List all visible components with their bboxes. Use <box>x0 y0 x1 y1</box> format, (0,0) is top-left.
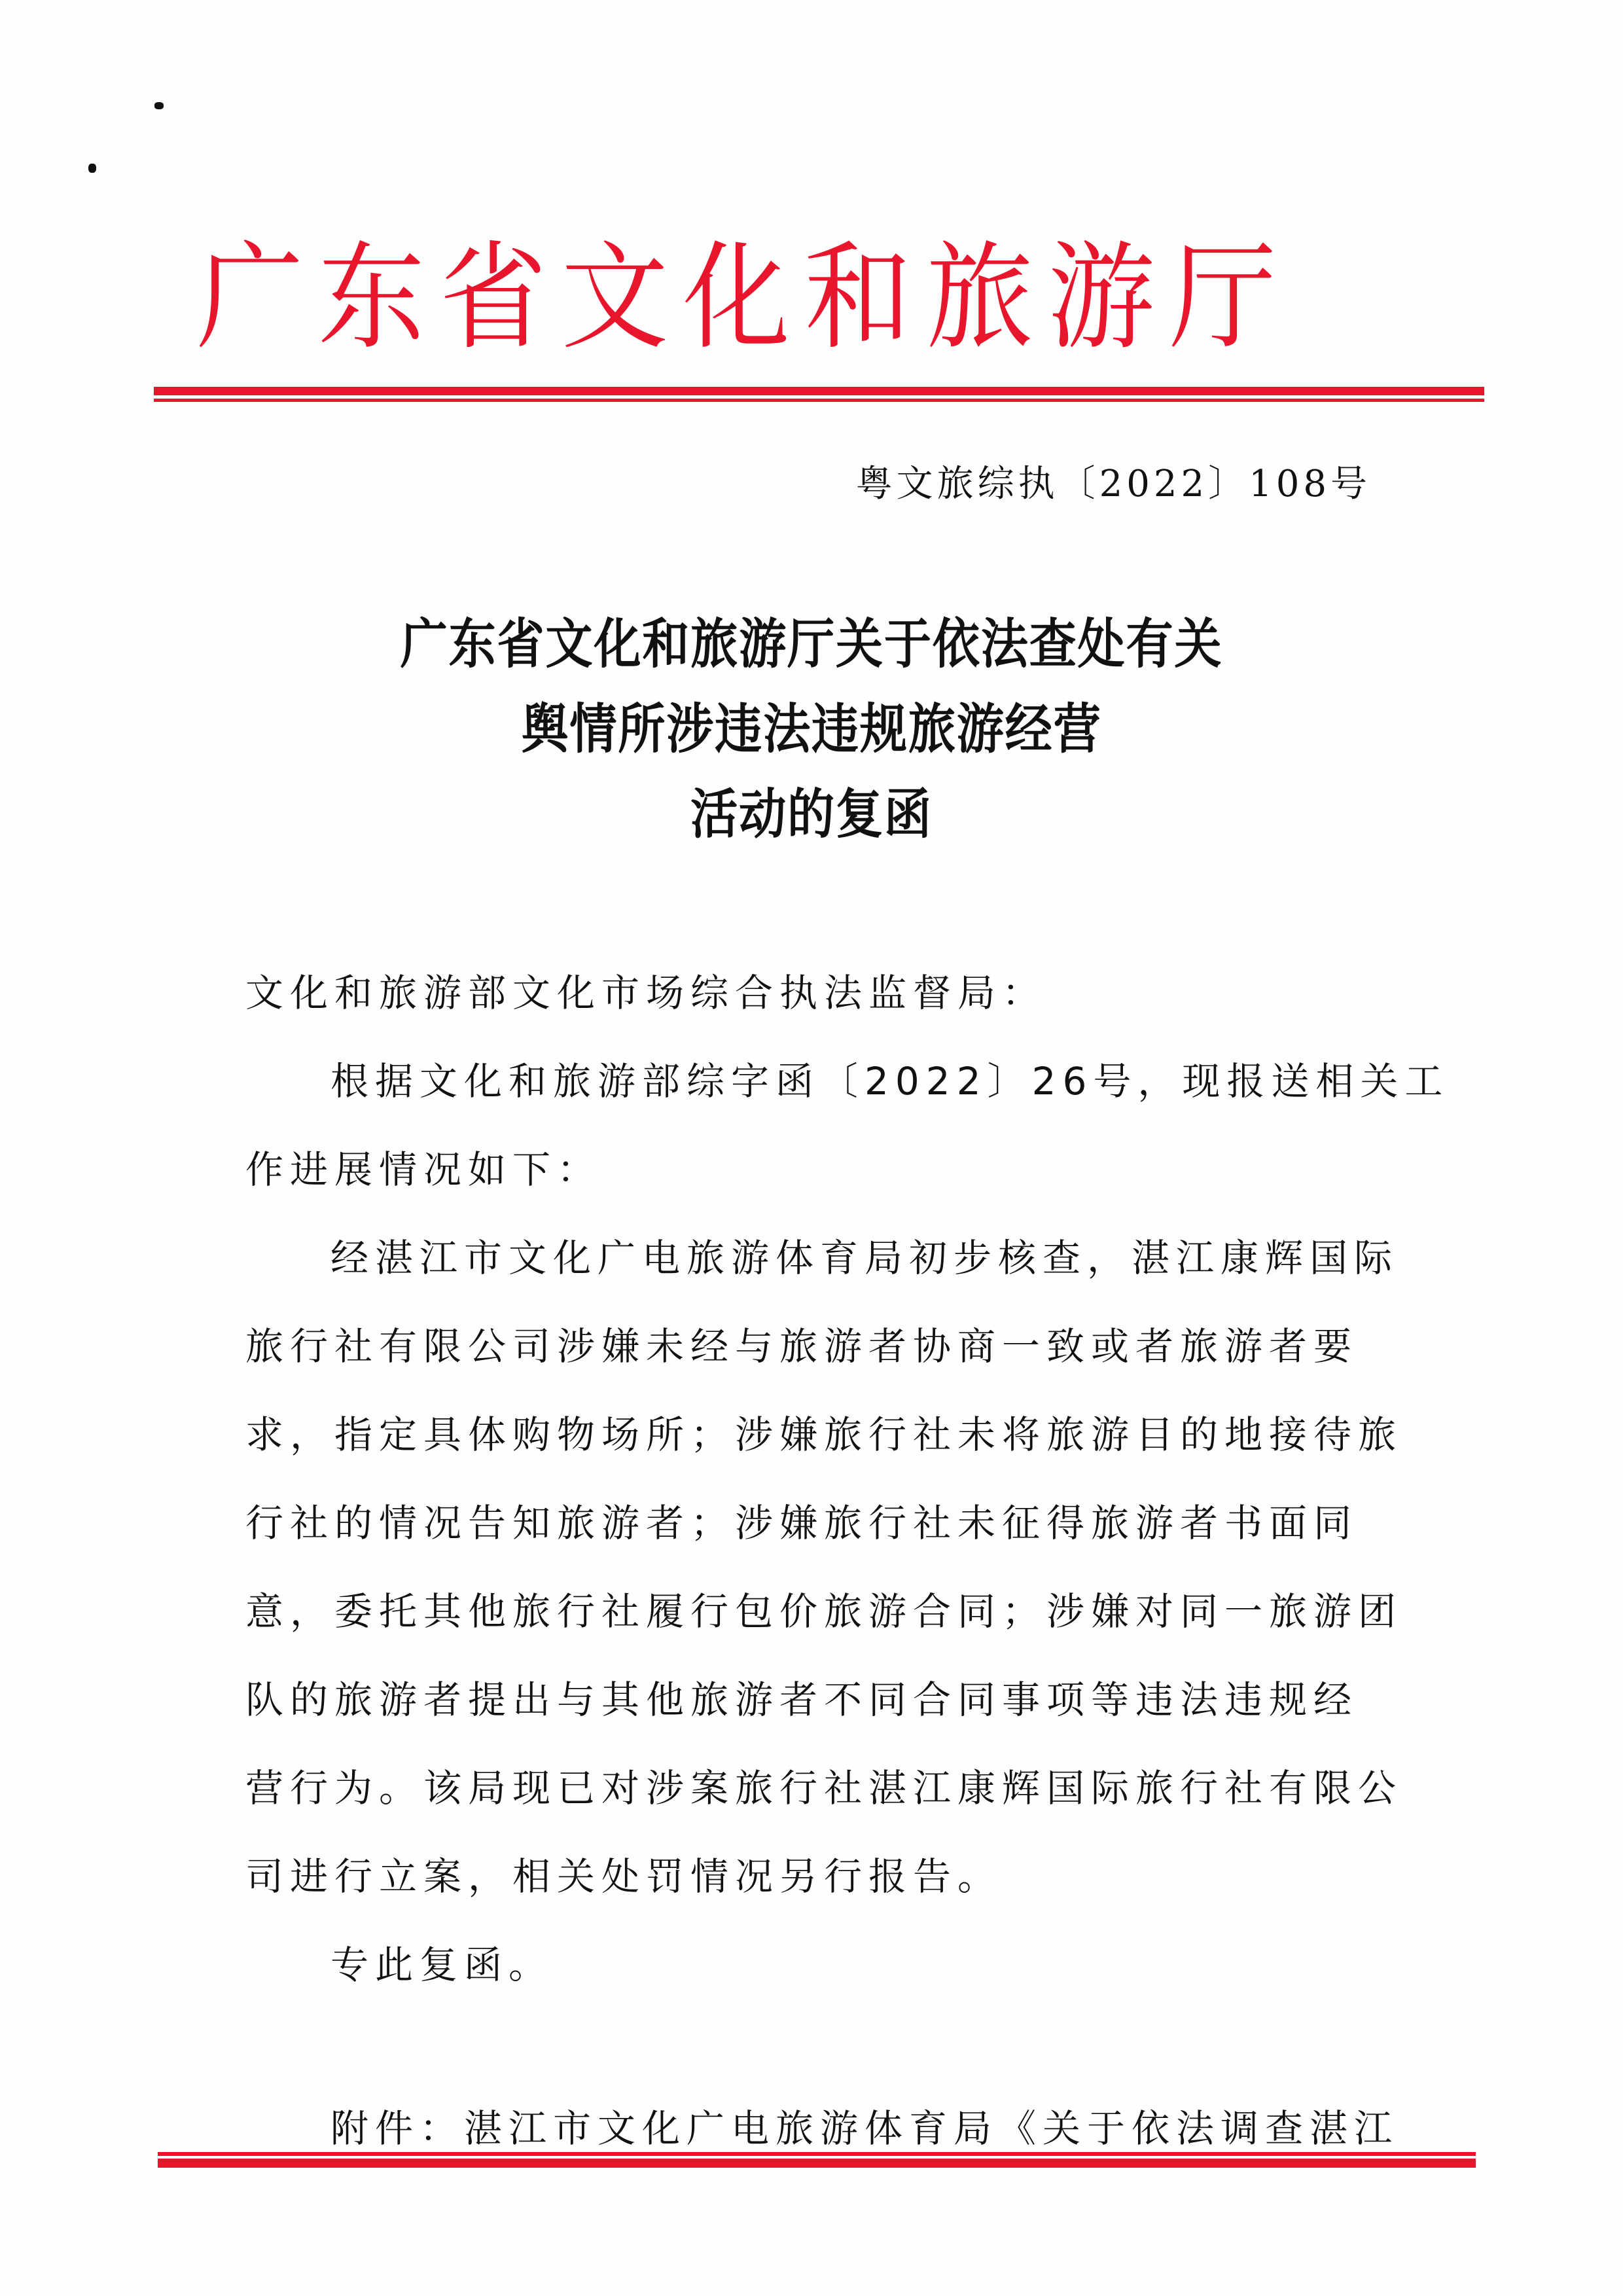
title-line: 广东省文化和旅游厅关于依法查处有关 <box>400 613 1223 675</box>
body-line: 根据文化和旅游部综字函〔2022〕26号，现报送相关工 <box>330 1059 1450 1103</box>
body-line: 求，指定具体购物场所；涉嫌旅行社未将旅游目的地接待旅 <box>245 1412 1403 1457</box>
body-line: 营行为。该局现已对涉案旅行社湛江康辉国际旅行社有限公 <box>245 1766 1403 1810</box>
letterhead-rule-thick <box>154 387 1484 395</box>
letterhead-title: 广东省文化和旅游厅 <box>196 230 1291 365</box>
body-line: 经湛江市文化广电旅游体育局初步核查，湛江康辉国际 <box>330 1236 1399 1280</box>
body-line: 旅行社有限公司涉嫌未经与旅游者协商一致或者旅游者要 <box>245 1324 1359 1369</box>
letterhead-rule-thin <box>154 399 1484 402</box>
scan-speck <box>154 102 164 109</box>
letter-body <box>245 949 1450 2173</box>
spacer <box>245 2009 1384 2085</box>
body-line: 队的旅游者提出与其他旅游者不同合同事项等违法违规经 <box>245 1677 1359 1722</box>
salutation: 文化和旅游部文化市场综合执法监督局： <box>245 971 1047 1015</box>
attachment-line: 附件：湛江市文化广电旅游体育局《关于依法调查湛江 <box>330 2106 1399 2151</box>
body-line: 意，委托其他旅行社履行包价旅游合同；涉嫌对同一旅游团 <box>245 1589 1403 1634</box>
scan-speck <box>88 164 96 173</box>
document-title <box>0 602 1623 857</box>
body-line: 司进行立案，相关处罚情况另行报告。 <box>245 1854 1003 1899</box>
document-number: 粤文旅综执〔2022〕108号 <box>855 463 1371 505</box>
body-line: 行社的情况告知旅游者；涉嫌旅行社未征得旅游者书面同 <box>245 1501 1359 1545</box>
closing-line: 专此复函。 <box>330 1943 554 1987</box>
title-line: 舆情所涉违法违规旅游经营 <box>521 698 1102 761</box>
footer-rule-thick <box>158 2159 1476 2168</box>
body-line: 作进展情况如下： <box>245 1147 602 1192</box>
title-line: 活动的复函 <box>690 783 933 846</box>
footer-rule-thin <box>158 2152 1476 2156</box>
